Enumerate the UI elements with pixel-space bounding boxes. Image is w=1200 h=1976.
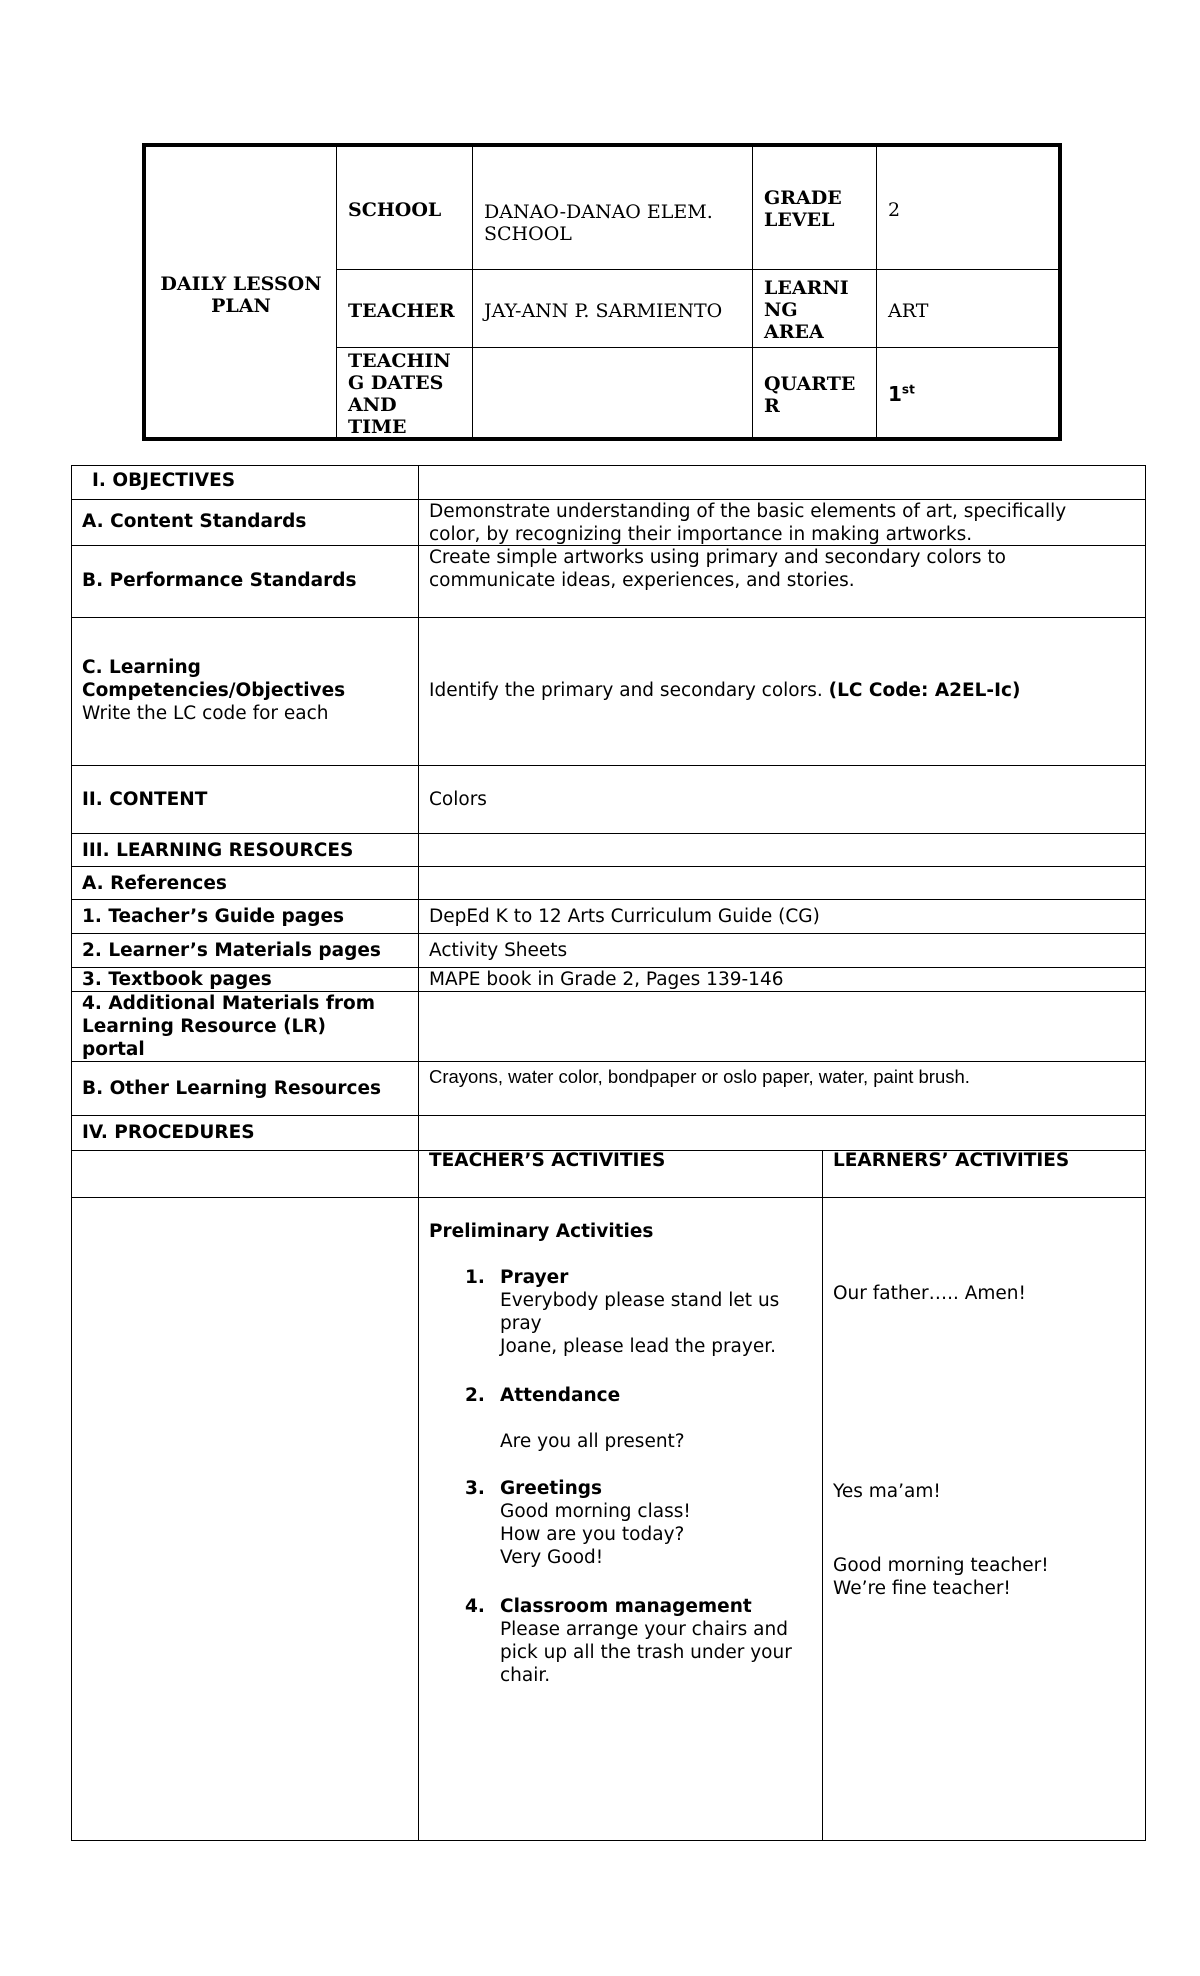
dates-label-line: G DATES bbox=[348, 372, 444, 394]
greetings-number: 3. bbox=[465, 1478, 485, 1499]
school-label: SCHOOL bbox=[348, 199, 442, 221]
content-standards-line: Demonstrate understanding of the basic elements of art, specifically bbox=[429, 501, 1067, 522]
learning-resources-label: III. LEARNING RESOURCES bbox=[82, 840, 354, 861]
learners-materials-label: 2. Learner’s Materials pages bbox=[82, 940, 381, 961]
prayer-line: Joane, please lead the prayer. bbox=[500, 1336, 777, 1357]
quarter-number: 1 bbox=[888, 382, 902, 406]
learner-attendance-response: Yes ma’am! bbox=[833, 1481, 941, 1502]
learner-greeting-line: Good morning teacher! bbox=[833, 1555, 1049, 1576]
objectives-label: I. OBJECTIVES bbox=[92, 470, 236, 491]
plan-title bbox=[146, 273, 336, 317]
performance-standards-line: Create simple artworks using primary and secondary colors to bbox=[429, 547, 1006, 568]
dates-label-line: AND bbox=[348, 394, 397, 416]
learner-greeting-line: We’re fine teacher! bbox=[833, 1578, 1011, 1599]
school-value-line: DANAO-DANAO ELEM. bbox=[484, 201, 713, 223]
plan-title-line: DAILY LESSON bbox=[160, 273, 322, 295]
header-divider bbox=[336, 147, 337, 437]
greetings-title: Greetings bbox=[500, 1478, 603, 1499]
lc-code: (LC Code: A2EL-Ic) bbox=[828, 680, 1021, 701]
grade-label-line: LEVEL bbox=[764, 209, 835, 231]
attendance-title: Attendance bbox=[500, 1385, 621, 1406]
teachers-activities-header: TEACHER’S ACTIVITIES bbox=[429, 1150, 666, 1171]
header-divider bbox=[336, 347, 1058, 348]
teachers-guide-value: DepEd K to 12 Arts Curriculum Guide (CG) bbox=[429, 906, 820, 927]
classroom-management-title: Classroom management bbox=[500, 1596, 752, 1617]
classroom-management-line: Please arrange your chairs and bbox=[500, 1619, 788, 1640]
content-standards-label: A. Content Standards bbox=[82, 511, 307, 532]
prayer-line: Everybody please stand let us bbox=[500, 1290, 780, 1311]
grade-level-value: 2 bbox=[888, 199, 901, 221]
classroom-management-block bbox=[500, 1595, 792, 1687]
performance-standards-line: communicate ideas, experiences, and stories. bbox=[429, 570, 855, 591]
additional-label-line: 4. Additional Materials from bbox=[82, 993, 376, 1014]
row-divider bbox=[72, 1197, 1145, 1198]
header-divider bbox=[876, 147, 877, 437]
area-label-line: LEARNI bbox=[764, 277, 849, 299]
competencies-label-line: Competencies/Objectives bbox=[82, 680, 346, 701]
teachers-guide-label: 1. Teacher’s Guide pages bbox=[82, 906, 345, 927]
school-value-line: SCHOOL bbox=[484, 223, 572, 245]
textbook-value: MAPE book in Grade 2, Pages 139-146 bbox=[429, 969, 784, 990]
row-divider bbox=[72, 765, 1145, 766]
column-divider bbox=[418, 466, 419, 1840]
additional-label-line: portal bbox=[82, 1039, 145, 1060]
lesson-plan-body-table bbox=[71, 465, 1146, 1841]
greetings-line: Very Good! bbox=[500, 1547, 604, 1568]
competencies-label-line: C. Learning bbox=[82, 657, 201, 678]
prayer-block bbox=[500, 1266, 779, 1358]
dates-label-line: TEACHIN bbox=[348, 350, 451, 372]
learners-materials-value: Activity Sheets bbox=[429, 940, 568, 961]
header-divider bbox=[472, 147, 473, 437]
quarter-label-line: R bbox=[764, 395, 780, 417]
references-label: A. References bbox=[82, 873, 227, 894]
column-divider bbox=[822, 1150, 823, 1840]
row-divider bbox=[72, 1115, 1145, 1116]
learning-area-label bbox=[764, 277, 849, 343]
performance-standards-value bbox=[429, 546, 1006, 592]
attendance-line: Are you all present? bbox=[500, 1431, 685, 1452]
competencies-text: Identify the primary and secondary colors. bbox=[429, 680, 829, 701]
header-divider bbox=[752, 147, 753, 437]
learner-prayer-response: Our father….. Amen! bbox=[833, 1283, 1026, 1304]
other-resources-label: B. Other Learning Resources bbox=[82, 1078, 382, 1099]
content-value: Colors bbox=[429, 789, 487, 810]
row-divider bbox=[72, 866, 1145, 867]
row-divider bbox=[72, 1061, 1145, 1062]
teacher-label: TEACHER bbox=[348, 300, 455, 322]
row-divider bbox=[72, 833, 1145, 834]
learning-area-value: ART bbox=[888, 300, 929, 322]
classroom-management-number: 4. bbox=[465, 1596, 485, 1617]
competencies-label-line: Write the LC code for each bbox=[82, 703, 329, 724]
learners-activities-header: LEARNERS’ ACTIVITIES bbox=[833, 1150, 1070, 1171]
content-standards-value bbox=[429, 500, 1066, 546]
additional-label-line: Learning Resource (LR) bbox=[82, 1016, 327, 1037]
prayer-number: 1. bbox=[465, 1267, 485, 1288]
textbook-label: 3. Textbook pages bbox=[82, 969, 272, 990]
row-divider bbox=[72, 899, 1145, 900]
row-divider bbox=[72, 933, 1145, 934]
area-label-line: AREA bbox=[764, 321, 824, 343]
grade-level-label bbox=[764, 187, 842, 231]
procedures-label: IV. PROCEDURES bbox=[82, 1122, 255, 1143]
competencies-label bbox=[82, 656, 345, 725]
prayer-title: Prayer bbox=[500, 1267, 569, 1288]
preliminary-activities-title: Preliminary Activities bbox=[429, 1221, 654, 1242]
performance-standards-label: B. Performance Standards bbox=[82, 570, 357, 591]
area-label-line: NG bbox=[764, 299, 798, 321]
content-label: II. CONTENT bbox=[82, 789, 208, 810]
row-divider bbox=[72, 617, 1145, 618]
classroom-management-line: pick up all the trash under your bbox=[500, 1642, 792, 1663]
dates-label-line: TIME bbox=[348, 416, 407, 438]
attendance-block bbox=[500, 1384, 685, 1453]
grade-label-line: GRADE bbox=[764, 187, 842, 209]
greetings-line: How are you today? bbox=[500, 1524, 685, 1545]
prayer-line: pray bbox=[500, 1313, 542, 1334]
content-standards-line: color, by recognizing their importance in making artworks. bbox=[429, 524, 973, 545]
lesson-plan-header-table bbox=[142, 143, 1062, 441]
greetings-line: Good morning class! bbox=[500, 1501, 691, 1522]
classroom-management-line: chair. bbox=[500, 1665, 551, 1686]
quarter-label-line: QUARTE bbox=[764, 373, 856, 395]
attendance-number: 2. bbox=[465, 1385, 485, 1406]
school-value bbox=[484, 201, 713, 245]
other-resources-value: Crayons, water color, bondpaper or oslo paper, water, paint brush. bbox=[429, 1066, 970, 1087]
teacher-value: JAY-ANN P. SARMIENTO bbox=[484, 300, 723, 322]
quarter-value bbox=[888, 383, 915, 405]
quarter-label bbox=[764, 373, 855, 417]
teaching-dates-label bbox=[348, 350, 451, 438]
additional-materials-label bbox=[82, 992, 375, 1061]
plan-title-line: PLAN bbox=[211, 295, 271, 317]
competencies-value bbox=[429, 679, 1020, 702]
header-divider bbox=[336, 269, 1058, 270]
quarter-suffix: st bbox=[901, 382, 915, 397]
learner-greeting-response bbox=[833, 1554, 1049, 1600]
greetings-block bbox=[500, 1477, 691, 1569]
